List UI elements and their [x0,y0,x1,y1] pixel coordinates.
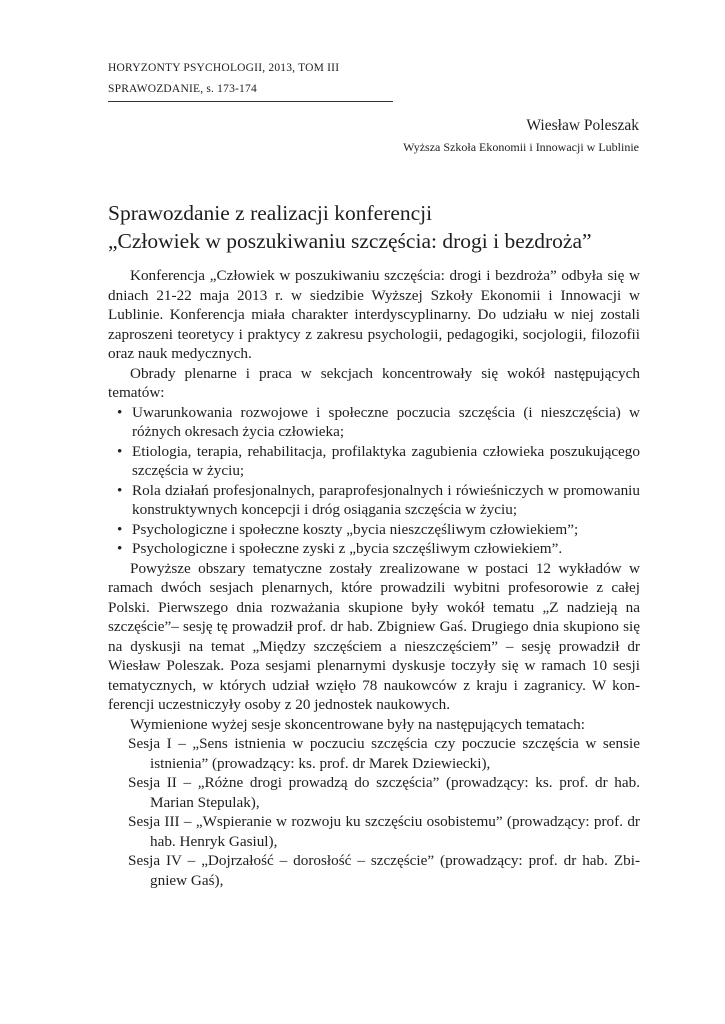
author-name: Wiesław Poleszak [526,117,639,134]
article-body [108,266,640,890]
journal-name: HORYZONTY PSYCHOLOGII, 2013, TOM III [108,62,340,74]
title-line-1: Sprawozdanie z realizacji konferencji [108,201,433,225]
section-pages: SPRAWOZDANIE, s. 173-174 [108,83,257,95]
session-item: Sesja II – „Różne drogi prowadzą do szczęścia” (prowadzący: ks. prof. dr hab. Marian Stepulak), [128,774,640,811]
session-item: Sesja III – „Wspieranie w rozwoju ku szczęściu osobistemu” (prowadzący: prof. dr hab. Henryk Gasiul), [128,813,640,850]
running-header [108,58,339,100]
list-item: • Etiologia, terapia, rehabilitacja, profilaktyka zagubienia człowieka poszukującego szczęścia w życiu; [108,442,640,481]
paragraph-topics-lead: Obrady plenarne i praca w sekcjach koncentrowały się wokół następujących tematów: [108,364,640,401]
list-item: • Uwarunkowania rozwojowe i społeczne poczucia szczęścia (i nieszczęścia) w różnych okresach życia człowieka; [108,403,640,442]
session-item: Sesja I – „Sens istnienia w poczuciu szczęścia czy poczucie szczęścia w sensie istnienia” (prowadzący: ks. prof. dr Marek Dziewiecki), [128,735,640,772]
article-title [108,199,648,255]
paragraph-sessions-lead: Wymienione wyżej sesje skoncentrowane były na następujących tematach: [130,715,585,733]
paragraph-intro: Konferencja „Człowiek w poszukiwaniu szczęścia: drogi i bezdroża” odbyła się w dniach 21-22 maja 2013 r. w siedzibie Wyższej Szkoły Ekonomii i Innowacji w Lublinie. Konferencja miała charakter interdyscyplinarny. Do udziału w niej zostali zaproszeni teoretycy i praktycy z zakresu psychologii, pedagogiki, socjologii, filozofii oraz nauk medycznych. [108,267,640,362]
author-block [403,116,639,156]
title-line-2: „Człowiek w poszukiwaniu szczęścia: drogi i bezdroża” [108,229,592,253]
header-divider [108,101,393,102]
session-item: Sesja IV – „Dojrzałość – dorosłość – szczęście” (prowadzący: prof. dr hab. Zbigniew Gaś), [128,852,640,889]
topics-list [108,403,640,559]
sessions-list [108,734,640,890]
list-item: • Psychologiczne i społeczne zyski z „bycia szczęśliwym człowiekiem”. [108,539,640,559]
list-item: • Rola działań profesjonalnych, paraprofesjonalnych i rówieśniczych w promowaniu konstruktywnych koncepcji i dróg osiągania szczęścia w życiu; [108,481,640,520]
paragraph-lectures: Powyższe obszary tematyczne zostały zrealizowane w postaci 12 wykładów w ramach dwóch sesjach plenarnych, które prowadzili wybitni profesorowie z całej Polski. Pierwszego dnia rozważania skupione były wokół tematu „Z nadzieją na szczęście”– sesję tę prowadził prof. dr hab. Zbigniew Gaś. Drugiego dnia skupiono się na dyskusji na temat „Między szczęściem a nieszczęściem” – sesję prowadził dr Wiesław Poleszak. Poza sesjami plenarnymi dyskusje toczyły się w ramach 10 sesji tematycznych, w których udział wzięło 78 naukowców z kraju i zagranicy. W konferencji uczestniczyły osoby z 20 jednostek naukowych. [108,559,640,713]
author-affiliation: Wyższa Szkoła Ekonomii i Innowacji w Lublinie [403,140,639,154]
list-item: • Psychologiczne i społeczne koszty „bycia nieszczęśliwym człowiekiem”; [108,520,640,540]
